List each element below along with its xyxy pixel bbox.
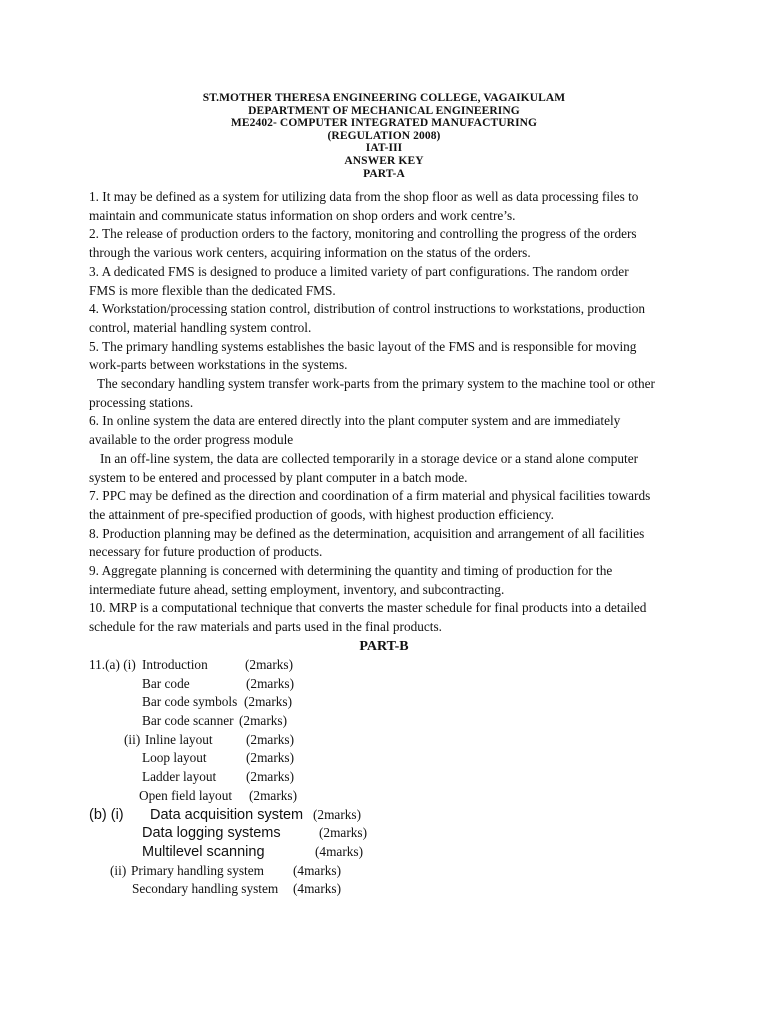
marks: (4marks) [293,881,341,897]
answer-line: available to the order progress module [89,432,294,448]
question-number: (b) (i) [89,806,124,823]
department-name: DEPARTMENT OF MECHANICAL ENGINEERING [248,104,520,117]
marks-row [89,675,689,694]
marks-row [89,862,689,881]
part-b-title: PART-B [359,639,409,654]
answer-line: 6. In online system the data are entered directly into the plant computer system and are immediately [89,413,621,429]
answer-line: through the various work centers, acquiring information on the status of the orders. [89,245,531,261]
regulation: (REGULATION 2008) [327,129,441,142]
topic: Inline layout [145,731,213,747]
answer-line: maintain and communicate status information on shop orders and work centre’s. [89,207,516,223]
topic: Bar code [142,675,190,691]
topic: Ladder layout [142,769,217,785]
marks: (2marks) [319,825,367,841]
answer-line: intermediate future ahead, setting employment, inventory, and subcontracting. [89,581,505,597]
marks: (2marks) [244,694,292,710]
marks: (4marks) [315,843,363,859]
answer-line: processing stations. [89,394,194,410]
marks-row [89,731,689,750]
answer-line: 5. The primary handling systems establishes the basic layout of the FMS and is responsible for moving [89,338,637,354]
marks-row [89,656,689,675]
topic: Multilevel scanning [142,843,265,860]
topic: Loop layout [142,750,207,766]
answer-line: the attainment of pre-specified production of goods, with highest production efficiency. [89,506,554,522]
answer-line: control, material handling system control. [89,319,312,335]
marks: (2marks) [246,750,294,766]
answer-line: 8. Production planning may be defined as the determination, acquisition and arrangement of all facilities [89,525,645,541]
question-number: 11.(a) (i) [89,657,136,672]
answer-line: 10. MRP is a computational technique that converts the master schedule for final products into a detailed [89,600,647,616]
answer-line: 2. The release of production orders to the factory, monitoring and controlling the progress of the orders [89,226,637,242]
marks: (4marks) [293,862,341,878]
answer-line: 9. Aggregate planning is concerned with determining the quantity and timing of production for the [89,563,613,579]
course-title: ME2402- COMPUTER INTEGRATED MANUFACTURING [230,117,538,130]
marks-row [89,768,689,787]
topic: Bar code scanner [142,713,234,729]
answer-line: work-parts between workstations in the systems. [89,357,348,373]
answer-line: system to be entered and processed by plant computer in a batch mode. [89,469,468,485]
marks: (2marks) [249,787,297,803]
part-a-answers [89,188,689,637]
marks: (2marks) [246,731,294,747]
answer-line: In an off-line system, the data are collected temporarily in a storage device or a stand alone computer [100,450,639,466]
topic: Secondary handling system [132,881,279,897]
answer-line: 1. It may be defined as a system for utilizing data from the shop floor as well as data processing files to [89,189,639,204]
topic: Introduction [142,657,208,672]
exam-name: IAT-III [365,142,403,155]
marks: (2marks) [313,806,361,822]
topic: Open field layout [139,787,233,803]
marks-row [89,712,689,731]
topic: Bar code symbols [142,694,238,710]
marks: (2marks) [245,657,293,672]
answer-line: 7. PPC may be defined as the direction and coordination of a firm material and physical facilities towards [89,488,651,504]
topic: Data acquisition system [150,806,304,823]
marks-row [89,824,689,843]
marks: (2marks) [239,713,287,729]
question-number: (ii) [110,862,127,878]
marks-row [89,749,689,768]
marks-row [89,806,689,825]
marks-row [89,787,689,806]
part-a-title: PART-A [363,167,405,180]
document-type: ANSWER KEY [344,154,424,167]
marks-row [89,843,689,862]
topic: Primary handling system [131,862,264,878]
marks-row [89,693,689,712]
question-number: (ii) [124,731,141,747]
document-header [0,92,768,180]
answer-line: The secondary handling system transfer work-parts from the primary system to the machine tool or other [97,376,655,392]
answer-line: necessary for future production of products. [89,544,323,560]
marks: (2marks) [246,769,294,785]
topic: Data logging systems [142,825,281,842]
marks: (2marks) [246,675,294,691]
marks-row [89,880,689,899]
answer-line: 3. A dedicated FMS is designed to produce a limited variety of part configurations. The random order [89,263,629,279]
college-name: ST.MOTHER THERESA ENGINEERING COLLEGE, VAGAIKULAM [202,92,566,104]
part-b-marks-scheme [89,656,689,899]
answer-line: schedule for the raw materials and parts used in the final products. [89,619,442,635]
answer-line: 4. Workstation/processing station control, distribution of control instructions to workstations, production [89,301,645,317]
answer-line: FMS is more flexible than the dedicated FMS. [89,282,336,298]
